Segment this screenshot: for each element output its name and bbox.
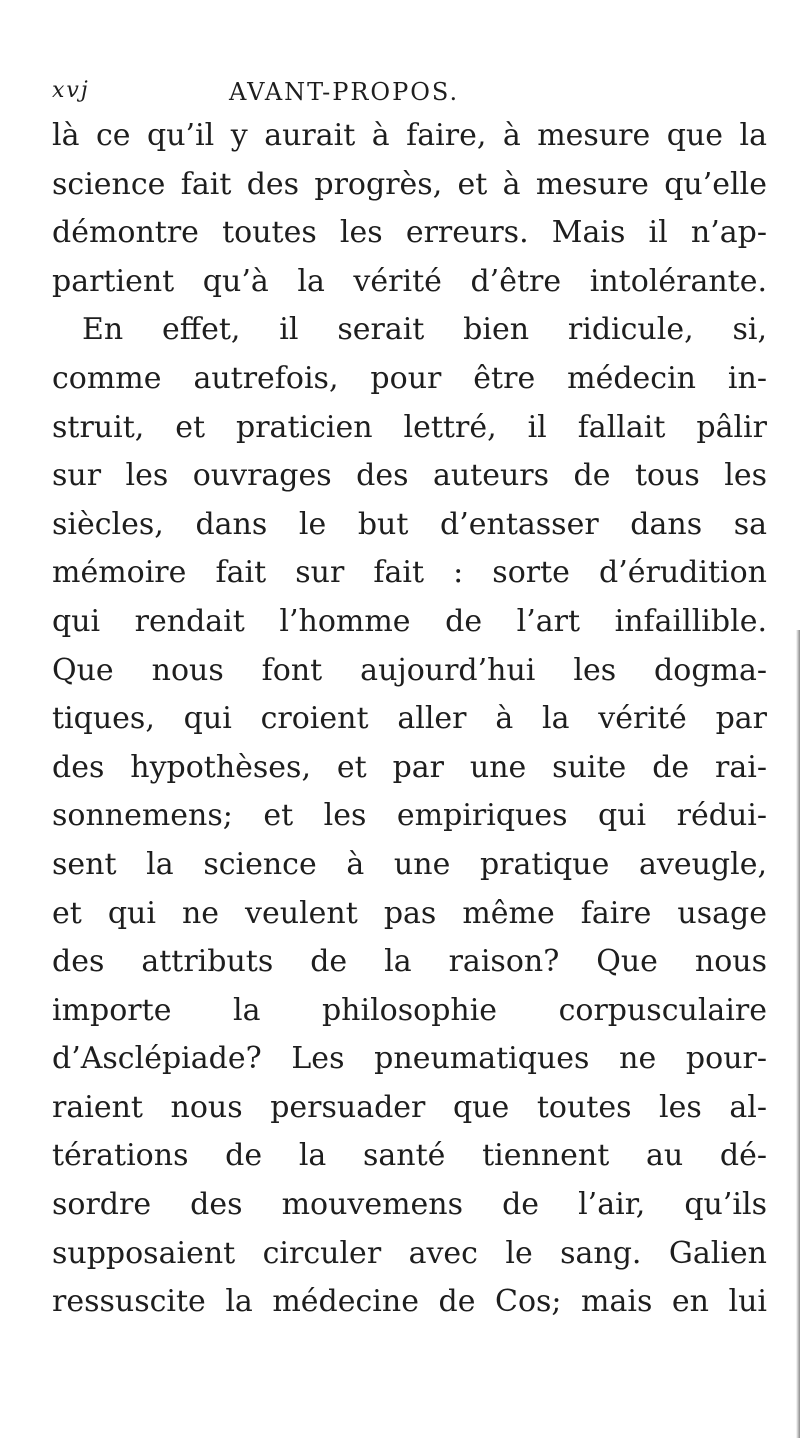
- text-line: importe la philosophie corpusculaire: [52, 992, 767, 1028]
- text-line: des hypothèses, et par une suite de rai-: [52, 749, 767, 785]
- text-line: là ce qu’il y aurait à faire, à mesure que la: [52, 118, 767, 153]
- text-line: siècles, dans le but d’entasser dans sa: [52, 506, 767, 542]
- text-line: En effet, il serait bien ridicule, si,: [82, 312, 767, 348]
- text-line: démontre toutes les erreurs. Mais il n’ap-: [52, 215, 767, 251]
- text-line: d’Asclépiade? Les pneumatiques ne pour-: [52, 1041, 767, 1077]
- text-line: raient nous persuader que toutes les al-: [52, 1089, 767, 1125]
- text-line: partient qu’à la vérité d’être intolérante.: [52, 263, 767, 299]
- text-line: sent la science à une pratique aveugle,: [52, 846, 767, 882]
- text-line: sur les ouvrages des auteurs de tous les: [52, 458, 767, 494]
- page-edge-shadow: [796, 630, 800, 1438]
- text-line: supposaient circuler avec le sang. Galien: [52, 1235, 767, 1271]
- page-number: xvj: [52, 78, 90, 103]
- text-line: térations de la santé tiennent au dé-: [52, 1138, 767, 1174]
- text-line: des attributs de la raison? Que nous: [52, 944, 767, 980]
- text-line: science fait des progrès, et à mesure qu’elle: [52, 166, 767, 202]
- text-line: sonnemens; et les empiriques qui rédui-: [52, 798, 767, 834]
- text-line: qui rendait l’homme de l’art infaillible.: [52, 603, 767, 639]
- running-title: AVANT-PROPOS.: [229, 78, 460, 106]
- text-line: Que nous font aujourd’hui les dogma-: [52, 652, 767, 688]
- text-line: comme autrefois, pour être médecin in-: [52, 360, 767, 396]
- body-text: [52, 112, 767, 1327]
- text-line: ressuscite la médecine de Cos; mais en lui: [52, 1284, 767, 1320]
- text-line: struit, et praticien lettré, il fallait pâlir: [52, 409, 767, 445]
- text-line: mémoire fait sur fait : sorte d’érudition: [52, 555, 767, 591]
- text-line: tiques, qui croient aller à la vérité par: [52, 701, 767, 737]
- text-line: et qui ne veulent pas même faire usage: [52, 895, 767, 931]
- text-line: sordre des mouvemens de l’air, qu’ils: [52, 1187, 767, 1223]
